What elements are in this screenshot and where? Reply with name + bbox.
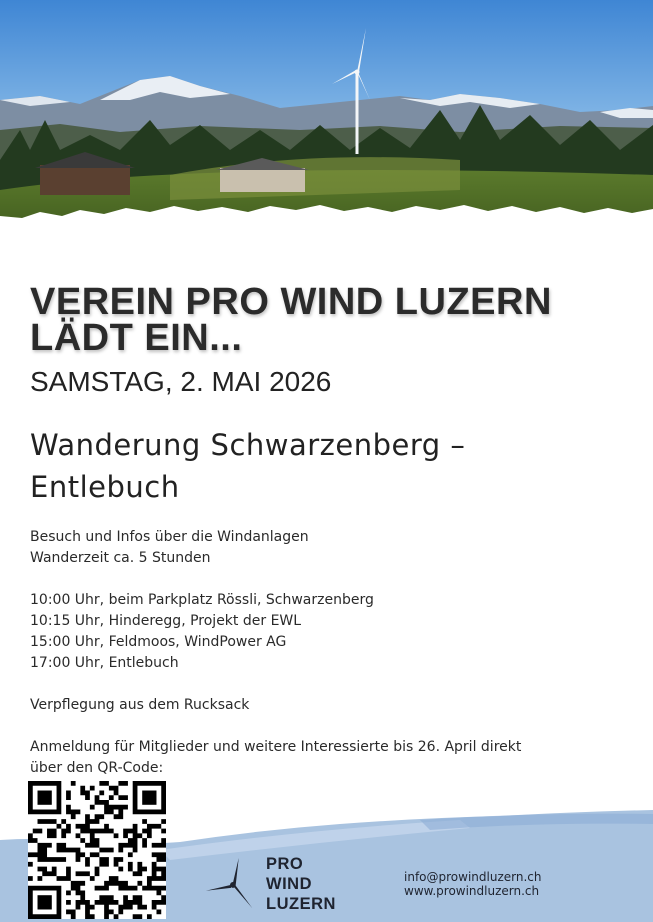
event-subtitle — [30, 424, 465, 508]
catering-note: Verpflegung aus dem Rucksack — [30, 697, 250, 713]
schedule-item: 10:00 Uhr, beim Parkplatz Rössli, Schwarzenberg — [30, 592, 374, 608]
registration-line: über den QR-Code: — [30, 760, 164, 776]
contact-web[interactable]: www.prowindluzern.ch — [404, 884, 540, 898]
logo-line-2: WIND — [266, 875, 312, 893]
schedule-list — [30, 590, 374, 674]
subtitle-line-2: Entlebuch — [30, 470, 180, 504]
page-title — [30, 281, 552, 359]
logo-line-3: LUZERN — [266, 895, 336, 913]
logo-line-1: PRO — [266, 855, 304, 873]
event-date: SAMSTAG, 2. MAI 2026 — [30, 366, 332, 397]
schedule-item: 17:00 Uhr, Entlebuch — [30, 655, 179, 671]
contact-block — [404, 870, 541, 898]
registration-block — [30, 737, 521, 779]
registration-line: Anmeldung für Mitglieder und weitere Interessierte bis 26. April direkt — [30, 739, 522, 755]
title-line-2: LÄDT EIN... — [30, 317, 243, 359]
intro-line: Besuch und Infos über die Windanlagen — [30, 529, 309, 545]
qr-code-icon[interactable] — [28, 781, 166, 919]
logo-wordmark — [266, 854, 336, 914]
intro-block — [30, 527, 309, 569]
schedule-item: 10:15 Uhr, Hinderegg, Projekt der EWL — [30, 613, 302, 629]
title-line-1: VEREIN PRO WIND LUZERN — [30, 281, 552, 323]
subtitle-line-1: Wanderung Schwarzenberg – — [30, 428, 466, 462]
schedule-item: 15:00 Uhr, Feldmoos, WindPower AG — [30, 634, 287, 650]
intro-line: Wanderzeit ca. 5 Stunden — [30, 550, 211, 566]
hero-landscape-image — [0, 0, 653, 240]
turbine-logo-icon — [202, 854, 260, 912]
contact-email[interactable]: info@prowindluzern.ch — [404, 870, 542, 884]
